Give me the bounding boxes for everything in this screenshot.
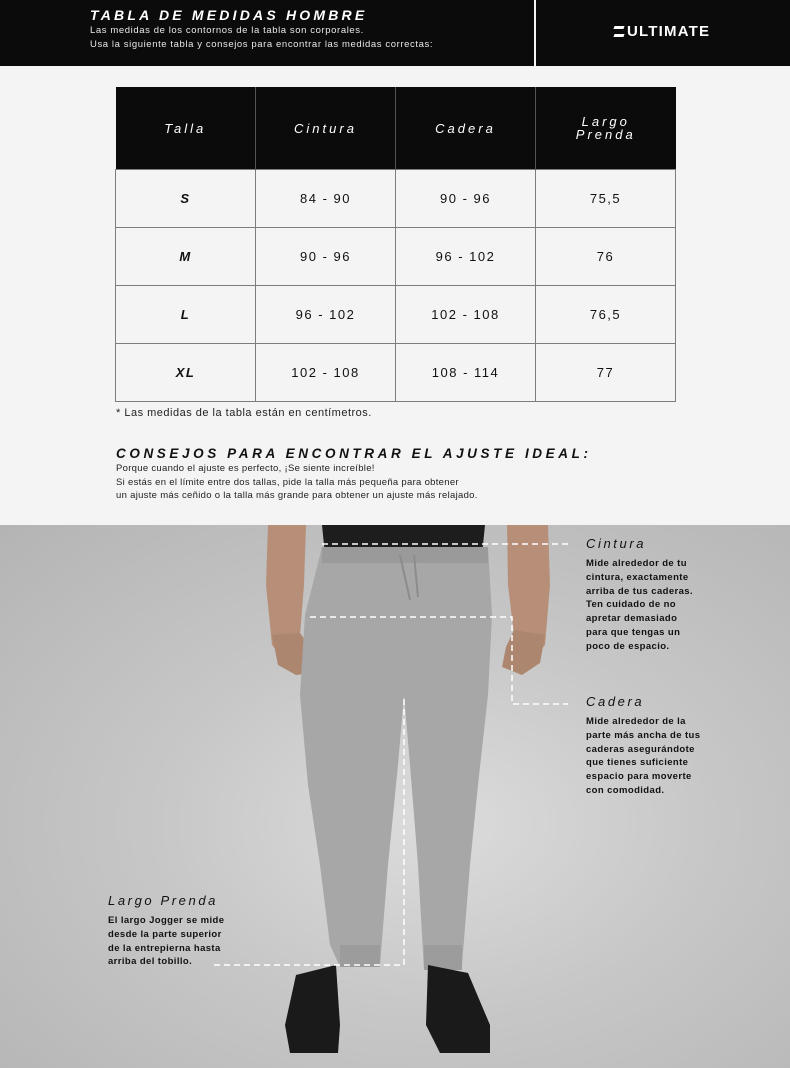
cell-size: S: [116, 170, 256, 228]
cell-cadera: 96 - 102: [396, 228, 536, 286]
header-divider: [534, 0, 536, 66]
cell-largo: 77: [536, 344, 676, 402]
callout-cadera-text: [586, 715, 700, 798]
callout-line: para que tengas un: [586, 626, 681, 638]
callout-line: desde la parte superior: [108, 928, 222, 940]
callout-line: con comodidad.: [586, 784, 665, 796]
header-subtitle-line-2: Usa la siguiente tabla y consejos para encontrar las medidas correctas:: [90, 39, 434, 50]
cell-cintura: 102 - 108: [256, 344, 396, 402]
cell-cintura: 84 - 90: [256, 170, 396, 228]
cell-cadera: 90 - 96: [396, 170, 536, 228]
callout-line: cintura, exactamente: [586, 571, 689, 583]
size-table: [115, 87, 676, 402]
callout-line: poco de espacio.: [586, 640, 670, 652]
callout-line: que tienes suficiente: [586, 757, 689, 769]
column-header-largo-text: Largo Prenda: [575, 114, 636, 142]
table-row: [116, 344, 676, 402]
cell-cadera: 102 - 108: [396, 286, 536, 344]
tips-line-3: un ajuste más ceñido o la talla más grande para obtener un ajuste más relajado.: [116, 490, 478, 501]
brand-mark-icon: [614, 25, 625, 39]
callout-line: arriba de tus caderas.: [586, 585, 694, 597]
callout-cintura-text: [586, 557, 693, 654]
cell-cadera: 108 - 114: [396, 344, 536, 402]
callout-cintura-title: Cintura: [586, 536, 647, 551]
callout-line: Mide alrededor de la: [586, 716, 686, 727]
callout-line: arriba del tobillo.: [108, 956, 193, 968]
waistband-shape: [322, 547, 488, 563]
column-header-cadera: Cadera: [396, 87, 536, 170]
table-note: * Las medidas de la tabla están en centímetros.: [116, 407, 372, 419]
cell-cintura: 90 - 96: [256, 228, 396, 286]
right-shoe-shape: [426, 965, 490, 1053]
right-hand-shape: [502, 630, 545, 675]
table-row: [116, 228, 676, 286]
callout-line: parte más ancha de tus: [586, 729, 701, 741]
tips-title: CONSEJOS PARA ENCONTRAR EL AJUSTE IDEAL:: [116, 446, 592, 461]
brand-name: ULTIMATE: [627, 23, 711, 40]
cell-size: L: [116, 286, 256, 344]
header-subtitle-line-1: Las medidas de los contornos de la tabla son corporales.: [90, 25, 364, 36]
callout-line: caderas asegurándote: [586, 743, 695, 755]
left-cuff-shape: [340, 945, 380, 967]
callout-cadera-title: Cadera: [586, 694, 645, 709]
callout-line: apretar demasiado: [586, 613, 678, 625]
callout-line: espacio para moverte: [586, 771, 692, 783]
model-photo: [0, 525, 790, 1068]
cell-largo: 75,5: [536, 170, 676, 228]
column-header-talla: Talla: [116, 87, 256, 170]
callout-largo-text: [108, 914, 224, 969]
callout-line: de la entrepierna hasta: [108, 942, 221, 954]
tips-line-2: Si estás en el límite entre dos tallas, pide la talla más pequeña para obtener: [116, 477, 459, 488]
brand-logo: [614, 23, 710, 40]
callout-line: Ten cuidado de no: [586, 599, 677, 611]
column-header-largo: [536, 87, 676, 170]
column-header-cintura: Cintura: [256, 87, 396, 170]
cell-size: XL: [116, 344, 256, 402]
callout-line: Mide alrededor de tu: [586, 558, 687, 569]
callout-line: El largo Jogger se mide: [108, 915, 225, 926]
cell-size: M: [116, 228, 256, 286]
callout-largo-title: Largo Prenda: [108, 893, 218, 908]
header-bar: [0, 0, 790, 66]
tips-line-1: Porque cuando el ajuste es perfecto, ¡Se siente increíble!: [116, 463, 375, 474]
cell-cintura: 96 - 102: [256, 286, 396, 344]
left-shoe-shape: [285, 965, 340, 1053]
size-table-header-row: [116, 87, 676, 170]
cell-largo: 76,5: [536, 286, 676, 344]
page-title: TABLA DE MEDIDAS HOMBRE: [90, 7, 368, 23]
pants-shape: [300, 547, 492, 970]
table-row: [116, 170, 676, 228]
cell-largo: 76: [536, 228, 676, 286]
table-row: [116, 286, 676, 344]
